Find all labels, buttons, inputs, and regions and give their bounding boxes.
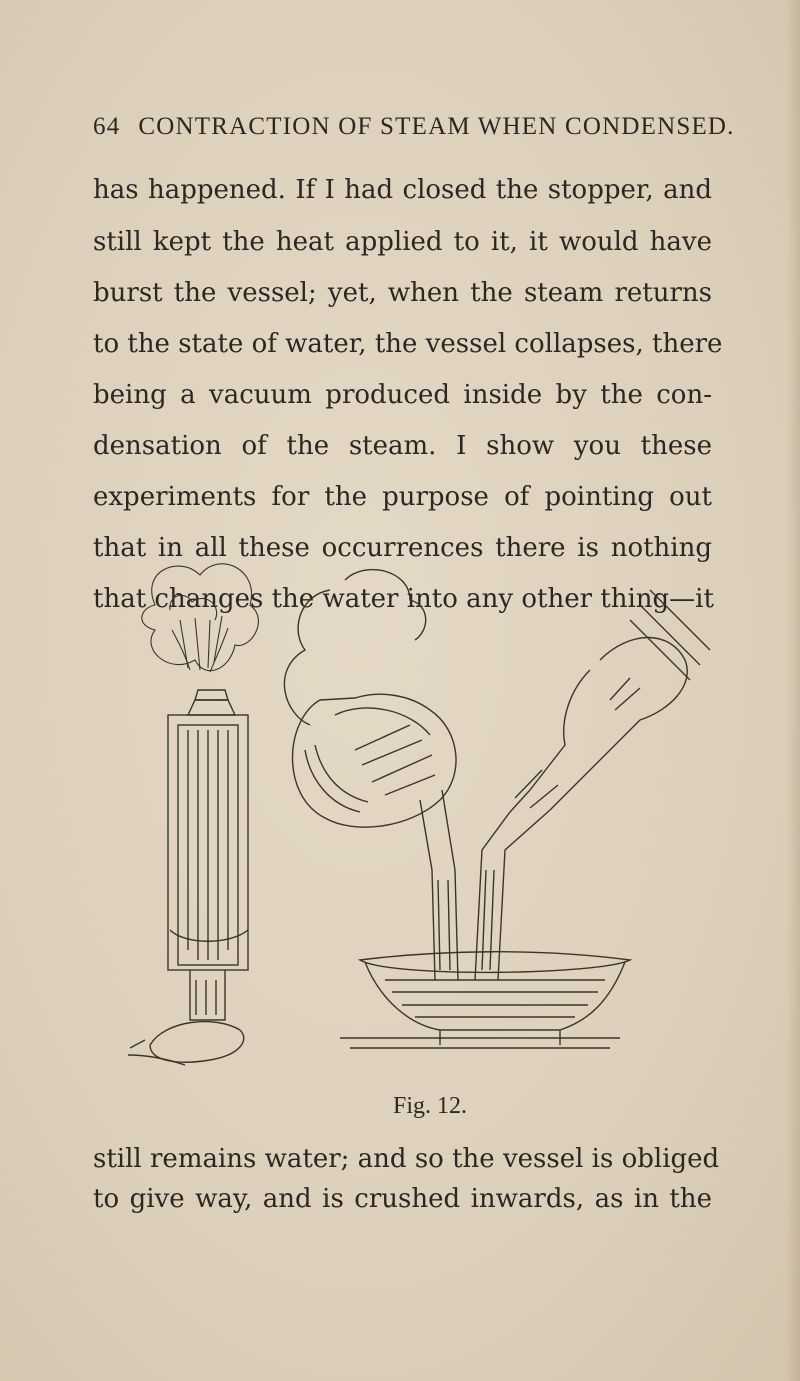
body-line: has happened. If I had closed the stopper, and: [93, 175, 712, 205]
figure-engraving: [110, 550, 730, 1110]
running-title: CONTRACTION OF STEAM WHEN CONDENSED.: [138, 113, 735, 140]
body-line: that in all these occurrences there is nothing: [93, 533, 712, 563]
page-edge-shadow: [786, 0, 800, 1381]
left-tube: [128, 690, 248, 1065]
body-line: still kept the heat applied to it, it would have: [93, 227, 712, 257]
running-head: [93, 113, 733, 141]
inverted-flask: [284, 570, 458, 980]
figure-caption: Fig. 12.: [393, 1093, 468, 1119]
tilted-funnel: [475, 590, 710, 980]
body-line: experiments for the purpose of pointing out: [93, 482, 712, 512]
steam-apparatus-illustration: [110, 550, 730, 1110]
body-line: burst the vessel; yet, when the steam returns: [93, 278, 712, 308]
body-line: still remains water; and so the vessel is obliged: [93, 1144, 720, 1174]
body-line: densation of the steam. I show you these: [93, 431, 712, 461]
body-line: that changes the water into any other thing—it: [93, 584, 714, 614]
steam-cloud: [142, 564, 259, 672]
water-basin: [340, 952, 630, 1048]
body-line: being a vacuum produced inside by the con-: [93, 380, 712, 410]
page-number: 64: [93, 113, 121, 140]
body-line: to the state of water, the vessel collapses, there: [93, 329, 723, 359]
body-line: to give way, and is crushed inwards, as in the: [93, 1184, 712, 1214]
